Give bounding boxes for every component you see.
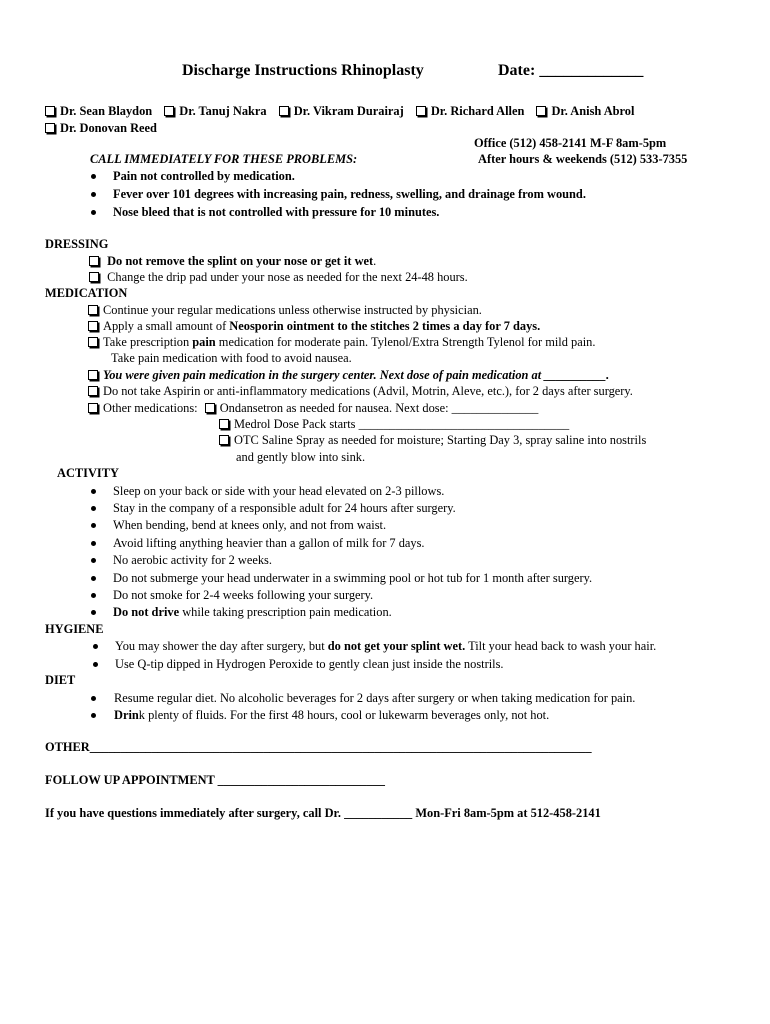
- checkbox-icon[interactable]: [219, 435, 229, 445]
- problems-heading: CALL IMMEDIATELY FOR THESE PROBLEMS:: [90, 152, 358, 166]
- medication-item: Apply a small amount of Neosporin ointment to the stitches 2 times a day for 7 days.: [88, 318, 540, 334]
- bullet-icon: [91, 523, 96, 528]
- hygiene-heading: HYGIENE: [45, 622, 104, 636]
- diet-item: Drink plenty of fluids. For the first 48 hours, cool or lukewarm beverages only, not hot.: [114, 708, 550, 722]
- medication-suboption-note: and gently blow into sink.: [236, 450, 366, 464]
- office-phone: Office (512) 458-2141 M-F 8am-5pm: [474, 136, 667, 150]
- doctor-option: Dr. Anish Abrol: [551, 104, 635, 118]
- medication-suboption: OTC Saline Spray as needed for moisture; Starting Day 3, spray saline into nostrils: [219, 432, 646, 448]
- checkbox-icon[interactable]: [88, 337, 98, 347]
- page-title: Discharge Instructions Rhinoplasty: [182, 62, 424, 79]
- bullet-icon: [91, 610, 96, 615]
- checkbox-icon[interactable]: [88, 403, 98, 413]
- medication-item: Other medications: Ondansetron as needed for nausea. Next dose: ______________: [88, 400, 538, 416]
- other-field[interactable]: OTHER_________________________________________________________________________________: [45, 740, 592, 754]
- bullet-icon: [91, 558, 96, 563]
- activity-item: Do not submerge your head underwater in a swimming pool or hot tub for 1 month after surgery.: [113, 571, 593, 585]
- medication-item: Do not take Aspirin or anti-inflammatory medications (Advil, Motrin, Aleve, etc.), for 2 days after surgery.: [88, 383, 633, 399]
- problem-item: Pain not controlled by medication.: [113, 169, 295, 183]
- doctor-option: Dr. Donovan Reed: [60, 121, 157, 135]
- hygiene-item: Use Q-tip dipped in Hydrogen Peroxide to gently clean just inside the nostrils.: [115, 657, 504, 671]
- activity-item: Avoid lifting anything heavier than a gallon of milk for 7 days.: [113, 536, 425, 550]
- doctor-list: [45, 103, 634, 119]
- bullet-icon: [93, 662, 98, 667]
- activity-item: Stay in the company of a responsible adult for 24 hours after surgery.: [113, 501, 456, 515]
- bullet-icon: [91, 210, 96, 215]
- checkbox-icon[interactable]: [88, 386, 98, 396]
- diet-heading: DIET: [45, 673, 76, 687]
- activity-item: Do not smoke for 2-4 weeks following your surgery.: [113, 588, 374, 602]
- activity-item: Sleep on your back or side with your head elevated on 2-3 pillows.: [113, 484, 445, 498]
- problem-item: Nose bleed that is not controlled with pressure for 10 minutes.: [113, 205, 440, 219]
- dressing-item: Change the drip pad under your nose as needed for the next 24-48 hours.: [89, 269, 468, 285]
- medication-item: Continue your regular medications unless otherwise instructed by physician.: [88, 302, 482, 318]
- checkbox-icon[interactable]: [88, 370, 98, 380]
- bullet-icon: [91, 174, 96, 179]
- bullet-icon: [91, 696, 96, 701]
- doctor-option: Dr. Tanuj Nakra: [179, 104, 267, 118]
- doctor-option: Dr. Vikram Durairaj: [293, 104, 404, 118]
- checkbox-icon[interactable]: [219, 419, 229, 429]
- after-hours-phone: After hours & weekends (512) 533-7355: [478, 152, 688, 166]
- bullet-icon: [91, 713, 96, 718]
- checkbox-icon[interactable]: [416, 106, 426, 116]
- medication-suboption: Medrol Dose Pack starts __________________________________: [219, 416, 569, 432]
- checkbox-icon[interactable]: [536, 106, 546, 116]
- dressing-heading: DRESSING: [45, 237, 109, 251]
- doctor-list-row2: [45, 120, 157, 136]
- bullet-icon: [93, 644, 98, 649]
- date-field[interactable]: Date: _____________: [498, 62, 644, 79]
- checkbox-icon[interactable]: [89, 256, 99, 266]
- medication-note: Take pain medication with food to avoid nausea.: [111, 351, 352, 365]
- checkbox-icon[interactable]: [88, 321, 98, 331]
- doctor-option: Dr. Sean Blaydon: [60, 104, 153, 118]
- activity-item: Do not drive while taking prescription pain medication.: [113, 605, 392, 619]
- dressing-item: Do not remove the splint on your nose or get it wet.: [89, 253, 376, 269]
- bullet-icon: [91, 192, 96, 197]
- checkbox-icon[interactable]: [164, 106, 174, 116]
- checkbox-icon[interactable]: [45, 123, 55, 133]
- doctor-option: Dr. Richard Allen: [430, 104, 525, 118]
- checkbox-icon[interactable]: [205, 403, 215, 413]
- hygiene-item: You may shower the day after surgery, but do not get your splint wet. Tilt your head back to wash your hair.: [115, 639, 657, 653]
- checkbox-icon[interactable]: [88, 305, 98, 315]
- activity-heading: ACTIVITY: [57, 466, 119, 480]
- medication-item: You were given pain medication in the surgery center. Next dose of pain medication at __________.: [88, 367, 609, 383]
- bullet-icon: [91, 576, 96, 581]
- diet-item: Resume regular diet. No alcoholic beverages for 2 days after surgery or when taking medication for pain.: [114, 691, 636, 705]
- questions-line: If you have questions immediately after surgery, call Dr. ___________ Mon-Fri 8am-5pm at 512-458-2141: [45, 806, 601, 820]
- bullet-icon: [91, 593, 96, 598]
- bullet-icon: [91, 506, 96, 511]
- medication-heading: MEDICATION: [45, 286, 128, 300]
- checkbox-icon[interactable]: [45, 106, 55, 116]
- follow-up-field[interactable]: FOLLOW UP APPOINTMENT ___________________________: [45, 773, 385, 787]
- problem-item: Fever over 101 degrees with increasing pain, redness, swelling, and drainage from wound.: [113, 187, 586, 201]
- bullet-icon: [91, 541, 96, 546]
- checkbox-icon[interactable]: [279, 106, 289, 116]
- activity-item: When bending, bend at knees only, and not from waist.: [113, 518, 387, 532]
- checkbox-icon[interactable]: [89, 272, 99, 282]
- bullet-icon: [91, 489, 96, 494]
- medication-item: Take prescription pain medication for moderate pain. Tylenol/Extra Strength Tylenol for mild pain.: [88, 334, 595, 350]
- activity-item: No aerobic activity for 2 weeks.: [113, 553, 272, 567]
